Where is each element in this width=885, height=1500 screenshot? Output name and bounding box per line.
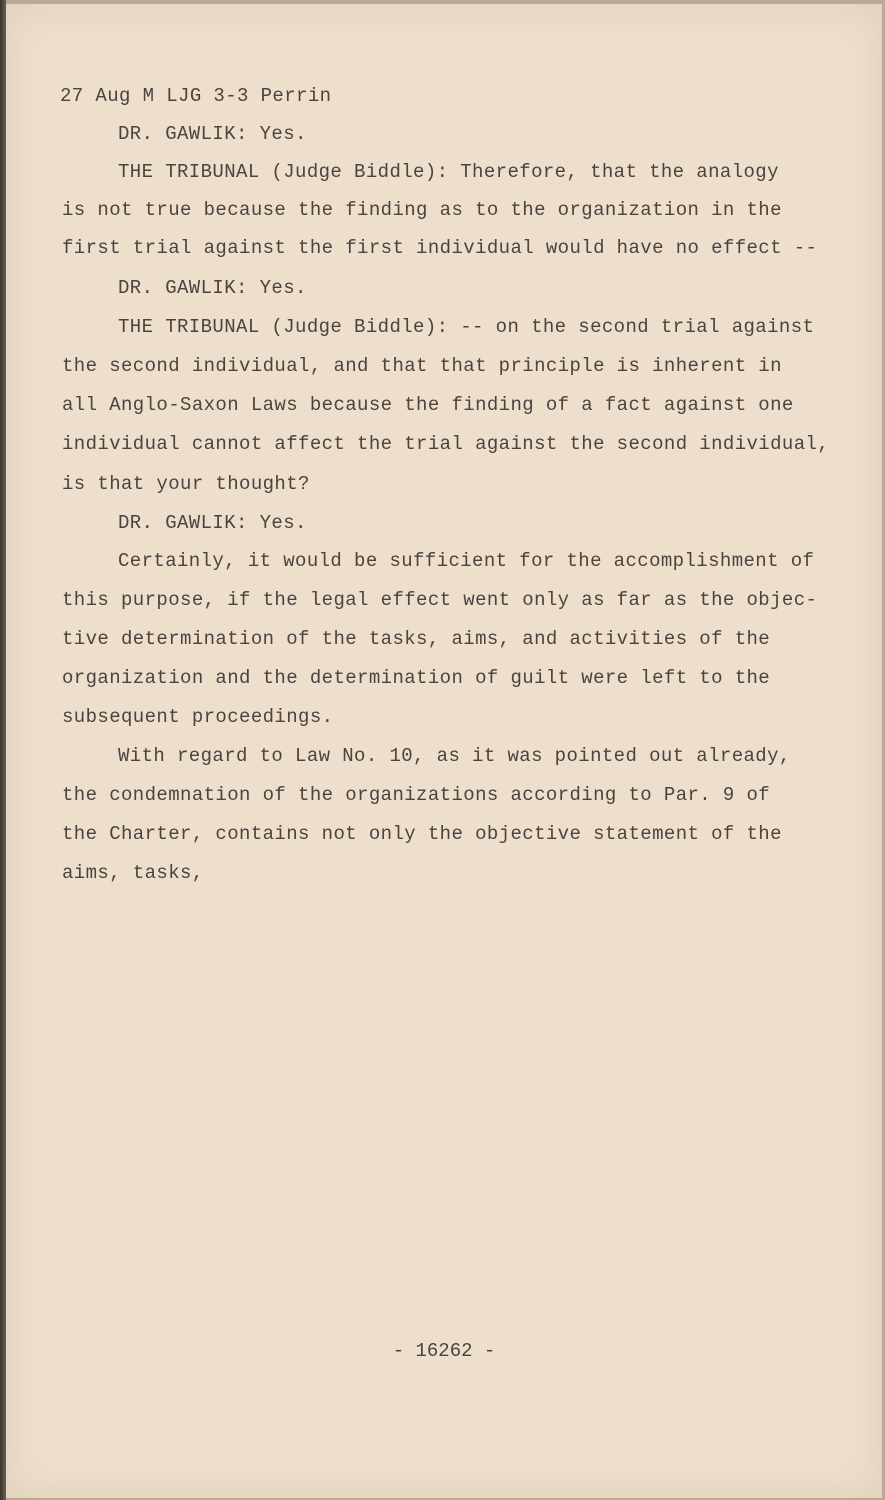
text-line: subsequent proceedings.: [62, 706, 334, 728]
text-line: is not true because the finding as to the organization in the: [62, 199, 782, 221]
text-line: With regard to Law No. 10, as it was pointed out already,: [118, 745, 791, 767]
text-line: tive determination of the tasks, aims, and activities of the: [62, 628, 771, 650]
text-line: aims, tasks,: [62, 862, 204, 884]
page-number: - 16262 -: [392, 1340, 496, 1362]
page-header: 27 Aug M LJG 3-3 Perrin: [60, 85, 332, 107]
text-line: Certainly, it would be sufficient for the accomplishment of: [118, 550, 815, 572]
text-line: the condemnation of the organizations according to Par. 9 of: [62, 784, 771, 806]
text-line: the Charter, contains not only the objective statement of the: [62, 823, 782, 845]
text-line: the second individual, and that that principle is inherent in: [62, 355, 782, 377]
text-line: this purpose, if the legal effect went only as far as the objec-: [62, 589, 818, 611]
document-page: [6, 4, 882, 1498]
text-line: individual cannot affect the trial against the second individual,: [62, 433, 830, 455]
text-line: organization and the determination of guilt were left to the: [62, 667, 771, 689]
text-line: THE TRIBUNAL (Judge Biddle): Therefore, that the analogy: [118, 161, 779, 183]
text-line: DR. GAWLIK: Yes.: [118, 512, 307, 534]
text-line: THE TRIBUNAL (Judge Biddle): -- on the second trial against: [118, 316, 815, 338]
text-line: is that your thought?: [62, 473, 310, 495]
text-line: first trial against the first individual would have no effect --: [62, 237, 818, 259]
text-line: all Anglo-Saxon Laws because the finding of a fact against one: [62, 394, 794, 416]
text-line: DR. GAWLIK: Yes.: [118, 277, 307, 299]
text-line: DR. GAWLIK: Yes.: [118, 123, 307, 145]
